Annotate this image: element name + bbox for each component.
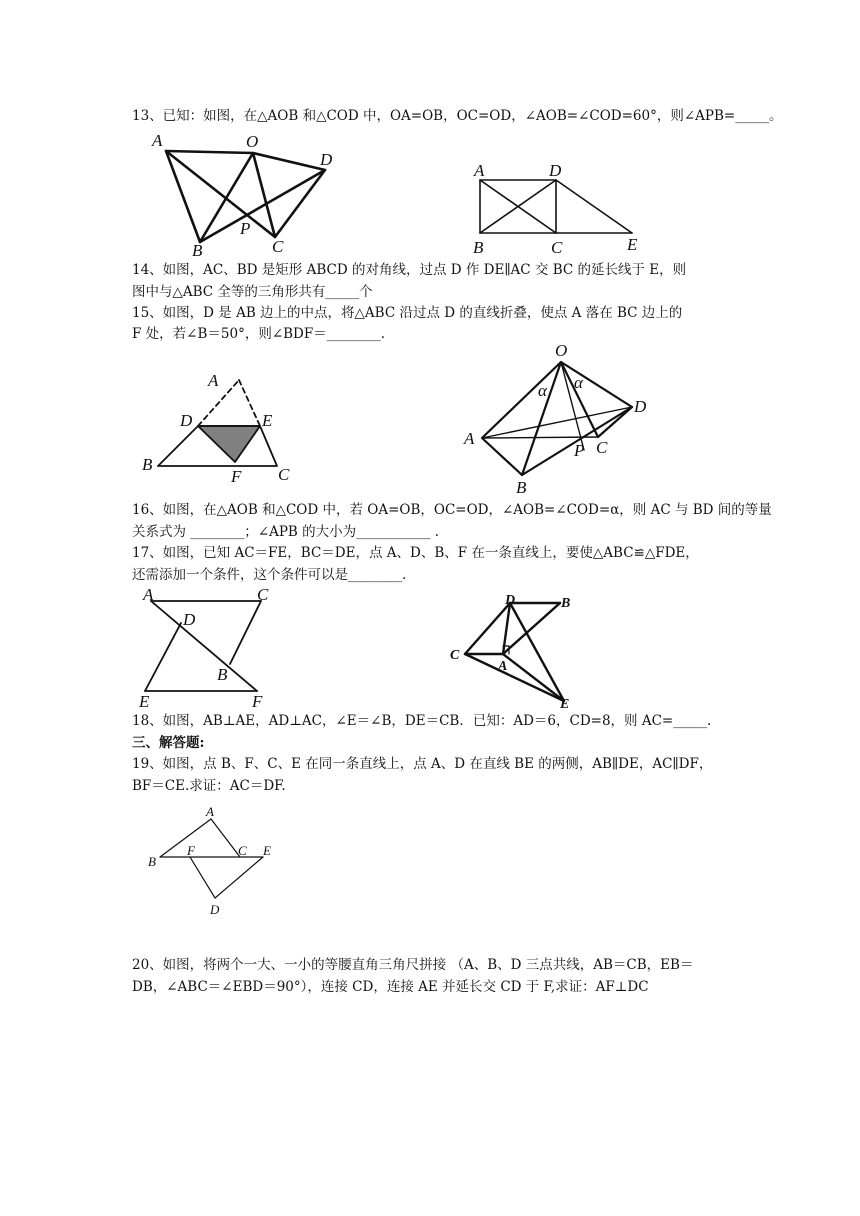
figure-14 [470,158,650,258]
label-b: B [142,455,153,474]
question-17-line2: 还需添加一个条件，这个条件可以是________. [132,567,407,583]
label-e: E [139,692,150,711]
label-p: P [574,441,585,460]
question-18: 18、如图，AB⊥AE，AD⊥AC，∠E＝∠B，DE＝CB．已知：AD＝6，CD=8，则 AC=_____. [132,713,712,729]
label-c: C [272,237,284,256]
segment-ac [211,819,240,857]
label-e: E [262,411,273,430]
label-a: A [206,804,214,819]
label-e: E [263,843,271,858]
label-c: C [551,238,563,257]
label-a: A [152,131,163,150]
segment-de [510,603,564,701]
label-b: B [516,478,527,497]
label-b: B [148,854,156,869]
label-p: P [240,219,251,238]
triangle-cod [561,362,632,437]
label-a: A [498,659,508,674]
label-e: E [627,235,638,254]
label-c: C [278,465,290,484]
folded-triangle-def [198,426,260,462]
label-a: A [464,429,475,448]
figure-18 [450,588,580,713]
fold-da [198,380,239,426]
question-16-line2: 关系式为 ________；∠APB 的大小为___________ . [132,524,439,540]
segment-de [556,180,632,233]
fold-ae [239,380,260,426]
question-17-line1: 17、如图，已知 AC＝FE，BC＝DE，点 A、D、B、F 在一条直线上，要使△ABC≌△FDE， [132,545,699,561]
label-d: D [505,593,516,608]
figure-19 [145,800,285,925]
question-14-line1: 14、如图，AC、BD 是矩形 ABCD 的对角线，过点 D 作 DE∥AC 交 BC 的延长线于 E，则 [132,262,687,278]
segment-ed [145,623,181,691]
segment-cb [230,601,261,664]
segment-df [190,857,215,898]
label-a: A [474,161,485,180]
label-a: A [143,585,154,604]
label-f: F [231,467,242,486]
label-b: B [561,596,571,611]
figure-17 [135,585,285,710]
label-c: C [257,585,269,604]
label-d: D [634,397,647,416]
label-c: C [596,438,608,457]
segment-af [151,601,257,691]
figure-13 [140,128,340,258]
label-c: C [450,648,460,663]
label-b: B [192,241,203,260]
question-15-line2: F 处，若∠B＝50°，则∠BDF＝________. [132,326,386,342]
label-d: D [320,150,333,169]
label-d: D [180,411,193,430]
question-19-line2: BF＝CE.求证：AC＝DF. [132,778,286,794]
label-e: E [560,697,570,712]
label-c: C [238,843,247,858]
label-a: A [208,371,219,390]
label-b: B [217,665,228,684]
label-f: F [252,692,263,711]
segment-ab [503,603,560,654]
question-16-line1: 16、如图，在△AOB 和△COD 中，若 OA=OB，OC=OD，∠AOB=∠COD=α，则 AC 与 BD 间的等量 [132,502,772,518]
question-20-line1: 20、如图，将两个一大、一小的等腰直角三角尺拼接 （A、B、D 三点共线，AB＝CB，EB＝ [132,957,694,973]
segment-bd [200,170,325,242]
figure-16 [460,340,660,500]
question-14-line2: 图中与△ABC 全等的三角形共有_____个 [132,284,373,300]
label-alpha2: α [574,373,583,392]
question-15-line1: 15、如图，D 是 AB 边上的中点，将△ABC 沿过点 D 的直线折叠，使点 A 落在 BC 边上的 [132,305,683,321]
label-d: D [210,902,220,917]
label-d: D [183,610,196,629]
label-d: D [549,161,562,180]
section-heading: 三、解答题: [132,735,205,751]
figure-15 [140,370,300,485]
segment-ad [482,407,632,438]
label-b: B [473,238,484,257]
segment-ab [160,819,211,857]
question-13: 13、已知：如图，在△AOB 和△COD 中，OA=OB，OC=OD，∠AOB=∠COD=60°，则∠APB=_____。 [132,108,783,124]
segment-de [215,857,263,898]
label-alpha1: α [538,381,547,400]
label-o: O [555,341,568,360]
triangle-cod [253,153,325,237]
question-20-line2: DB，∠ABC＝∠EBD＝90°），连接 CD，连接 AE 并延长交 CD 于 F,求证：AF⊥DC [132,979,649,995]
label-f: F [187,843,195,858]
question-19-line1: 19、如图，点 B、F、C、E 在同一条直线上，点 A、D 在直线 BE 的两侧，AB∥DE，AC∥DF， [132,756,713,772]
label-o: O [246,132,259,151]
segment-ce [465,654,564,701]
